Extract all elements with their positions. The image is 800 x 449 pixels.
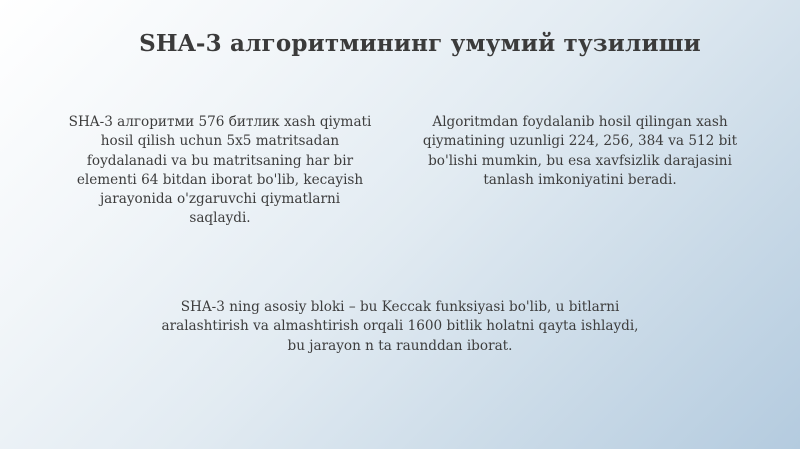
- left-paragraph: [40, 113, 400, 229]
- bottom-paragraph-line: SHA-3 ning asosiy bloki – bu Keccak funksiyasi bo'lib, u bitlarni: [180, 299, 620, 315]
- right-paragraph-line: bo'lishi mumkin, bu esa xavfsizlik darajasini: [428, 152, 732, 169]
- right-paragraph-line: qiymatining uzunligi 224, 256, 384 va 512 bit: [422, 133, 738, 150]
- right-paragraph-line: Algoritmdan foydalanib hosil qilingan xash: [432, 114, 728, 130]
- right-paragraph: [400, 113, 760, 190]
- left-paragraph-line: SHA-3 алгоритми 576 битлик xash qiymati: [68, 114, 372, 130]
- bottom-paragraph-line: aralashtirish va almashtirish orqali 1600 bitlik holatni qayta ishlaydi,: [161, 318, 639, 335]
- left-paragraph-line: foydalanadi va bu matritsaning har bir: [86, 152, 354, 169]
- slide-title: SHA-3 алгоритмининг умумий тузилиши: [139, 30, 701, 57]
- left-paragraph-line: jarayonida o'zgaruvchi qiymatlarni: [99, 191, 341, 208]
- bottom-paragraph-line: bu jarayon n ta raunddan iborat.: [287, 337, 513, 354]
- bottom-paragraph: [100, 298, 700, 356]
- right-paragraph-line: tanlash imkoniyatini beradi.: [483, 171, 677, 188]
- left-paragraph-line: elementi 64 bitdan iborat bo'lib, kecayish: [76, 171, 364, 188]
- left-paragraph-line: saqlaydi.: [189, 210, 251, 227]
- left-paragraph-line: hosil qilish uchun 5x5 matritsadan: [100, 133, 340, 150]
